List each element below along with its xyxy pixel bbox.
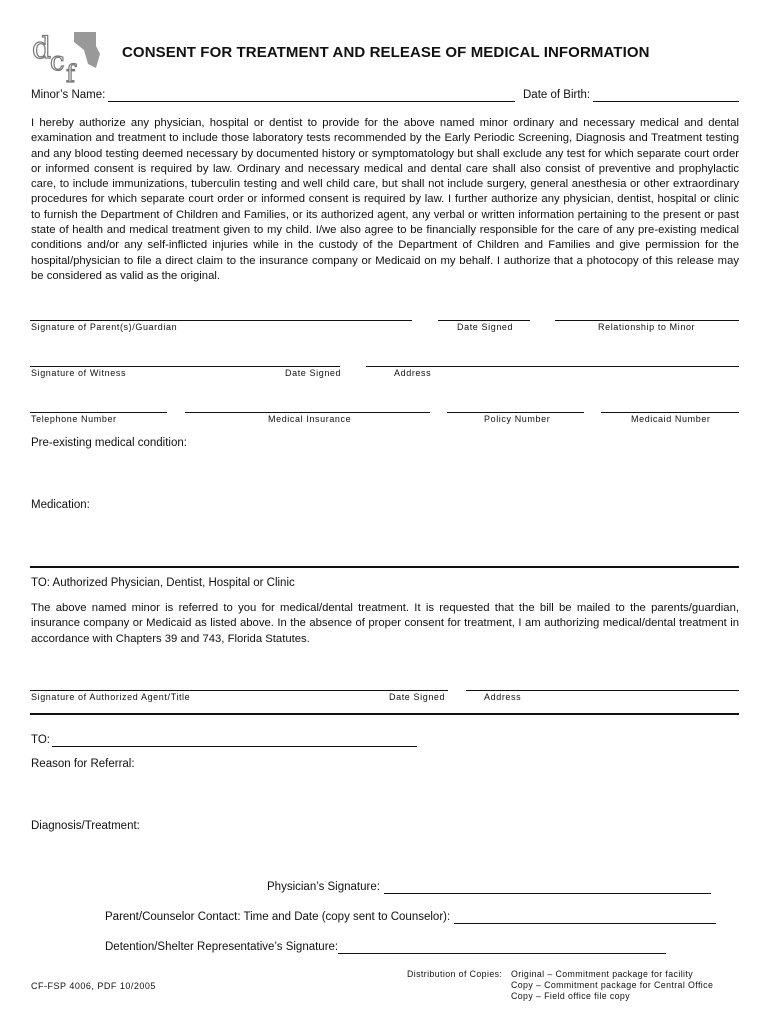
distribution-label: Distribution of Copies: xyxy=(407,969,503,979)
witness-address-label: Address xyxy=(394,368,432,378)
svg-text:f: f xyxy=(66,60,75,84)
dob-field[interactable] xyxy=(593,101,739,102)
parent-contact-label: Parent/Counselor Contact: Time and Date (copy sent to Counselor): xyxy=(105,911,451,923)
to-label: TO: xyxy=(31,734,50,746)
parent-signature-field[interactable] xyxy=(30,320,412,321)
telephone-field[interactable] xyxy=(30,412,167,413)
distribution-item: Original – Commitment package for facility xyxy=(511,969,694,979)
medicaid-label: Medicaid Number xyxy=(631,414,711,424)
dcf-logo xyxy=(30,24,102,84)
parent-contact-field[interactable] xyxy=(454,923,716,924)
agent-address-label: Address xyxy=(484,692,522,702)
parent-date-label: Date Signed xyxy=(457,322,514,332)
dob-label: Date of Birth: xyxy=(523,89,591,101)
section-divider xyxy=(30,713,739,715)
section-divider xyxy=(30,566,739,568)
minor-name-label: Minor’s Name: xyxy=(31,89,106,101)
diagnosis-label: Diagnosis/Treatment: xyxy=(31,820,140,832)
witness-date-label: Date Signed xyxy=(285,368,342,378)
insurance-field[interactable] xyxy=(185,412,430,413)
agent-date-label: Date Signed xyxy=(389,692,446,702)
policy-label: Policy Number xyxy=(484,414,551,424)
relationship-label: Relationship to Minor xyxy=(598,322,696,332)
relationship-field[interactable] xyxy=(555,320,739,321)
insurance-label: Medical Insurance xyxy=(268,414,352,424)
physician-signature-field[interactable] xyxy=(384,893,711,894)
to-authorized-heading: TO: Authorized Physician, Dentist, Hospital or Clinic xyxy=(31,577,295,589)
agent-signature-field[interactable] xyxy=(30,690,448,691)
witness-address-field[interactable] xyxy=(366,366,739,367)
minor-name-field[interactable] xyxy=(108,101,515,102)
agent-signature-label: Signature of Authorized Agent/Title xyxy=(31,692,191,702)
agent-address-field[interactable] xyxy=(466,690,739,691)
to-field[interactable] xyxy=(52,746,417,747)
distribution-item: Copy – Field office file copy xyxy=(511,991,631,1001)
physician-signature-label: Physician’s Signature: xyxy=(267,881,380,893)
reason-label: Reason for Referral: xyxy=(31,758,135,770)
page-title: CONSENT FOR TREATMENT AND RELEASE OF MEDICAL INFORMATION xyxy=(122,44,650,61)
witness-label: Signature of Witness xyxy=(31,368,127,378)
distribution-item: Copy – Commitment package for Central Office xyxy=(511,980,714,990)
svg-text:c: c xyxy=(50,47,65,77)
detention-label: Detention/Shelter Representative’s Signature: xyxy=(105,941,339,953)
witness-signature-field[interactable] xyxy=(30,366,340,367)
form-id: CF-FSP 4006, PDF 10/2005 xyxy=(31,981,156,991)
detention-signature-field[interactable] xyxy=(338,953,666,954)
consent-paragraph: I hereby authorize any physician, hospital or dentist to provide for the above named minor ordinary and necessary medical and dental examination and treatment to include those laboratory tests recommended by the Early Periodic Screening, Diagnosis and Treatment testing and any blood testing deemed necessary by documented history or symptomatology but shall exclude any test for which separate court order or informed consent is required by law. Ordinary and necessary medical and dental care shall also consist of preventive and prophylactic care, to include immunizations, tuberculin testing and well child care, but shall not include surgery, general anesthesia or other extraordinary procedures for which separate court order or informed consent is required by law. I further authorize any physician, dentist, hospital or clinic to furnish the Department of Children and Families, or its authorized agent, any verbal or written information pertaining to the present or past state of health and medical treatment given to my child. I/we also agree to be financially responsible for the care of any pre-existing medical conditions and/or any self-inflicted injuries while in the custody of the Department of Children and Families and give permission for the hospital/physician to file a direct claim to the insurance company or Medicaid on my behalf. I authorize that a photocopy of this release may be considered as valid as the original. xyxy=(31,117,739,282)
svg-text:d: d xyxy=(32,31,52,66)
policy-field[interactable] xyxy=(447,412,584,413)
medication-label: Medication: xyxy=(31,499,90,511)
parent-signature-label: Signature of Parent(s)/Guardian xyxy=(31,322,178,332)
preexisting-label: Pre-existing medical condition: xyxy=(31,437,187,449)
referral-paragraph: The above named minor is referred to you for medical/dental treatment. It is requested that the bill be mailed to the parents/guardian, insurance company or Medicaid as listed above. In the absence of proper consent for treatment, I am authorizing medical/dental treatment in accordance with Chapters 39 and 743, Florida Statutes. xyxy=(31,602,739,645)
medicaid-field[interactable] xyxy=(601,412,739,413)
parent-date-field[interactable] xyxy=(438,320,530,321)
telephone-label: Telephone Number xyxy=(31,414,117,424)
